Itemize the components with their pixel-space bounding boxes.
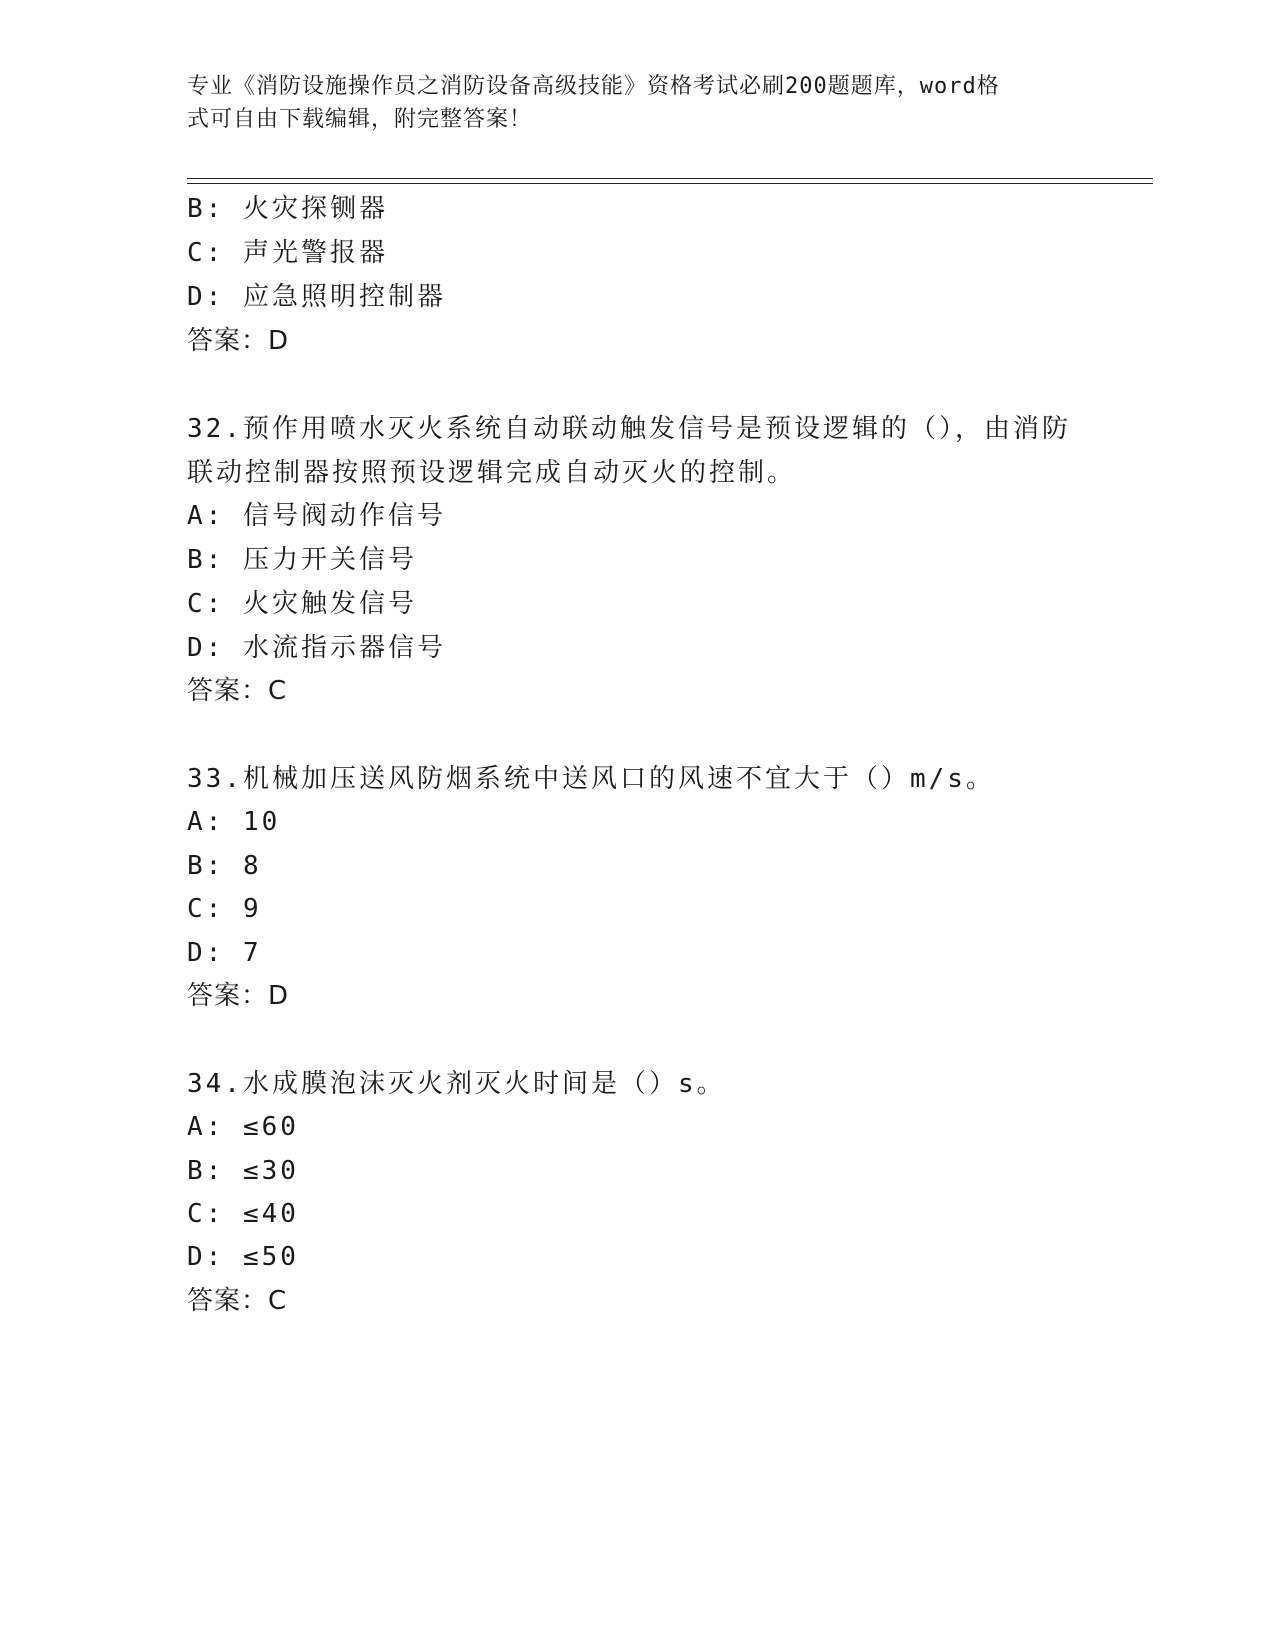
header-line-1: 专业《消防设施操作员之消防设备高级技能》资格考试必刷200题题库，word格 bbox=[187, 74, 1000, 99]
question-stem: 34.水成膜泡沫灭火剂灭火时间是（）s。 bbox=[187, 1069, 726, 1099]
option-c: C: 9 bbox=[187, 894, 262, 924]
option-c: C: ≤40 bbox=[187, 1199, 299, 1229]
header-divider-bottom bbox=[187, 183, 1153, 184]
answer: 答案：D bbox=[187, 981, 290, 1011]
answer: 答案：C bbox=[187, 1286, 288, 1316]
option-b: B: ≤30 bbox=[187, 1156, 299, 1186]
option-c: C: 声光警报器 bbox=[187, 238, 388, 268]
option-b: B: 火灾探铡器 bbox=[187, 194, 388, 224]
question-stem: 32.预作用喷水灭火系统自动联动触发信号是预设逻辑的（），由消防 bbox=[187, 414, 1071, 444]
header-divider-top bbox=[187, 178, 1153, 179]
option-b: B: 8 bbox=[187, 851, 262, 881]
question-stem: 33.机械加压送风防烟系统中送风口的风速不宜大于（）m/s。 bbox=[187, 764, 995, 794]
option-d: D: 应急照明控制器 bbox=[187, 282, 446, 312]
option-a: A: 信号阀动作信号 bbox=[187, 501, 446, 531]
document-header bbox=[187, 70, 1087, 136]
option-a: A: ≤60 bbox=[187, 1112, 299, 1142]
option-c: C: 火灾触发信号 bbox=[187, 589, 417, 619]
answer: 答案：C bbox=[187, 676, 288, 706]
option-b: B: 压力开关信号 bbox=[187, 545, 417, 575]
option-d: D: 7 bbox=[187, 938, 262, 968]
option-d: D: 水流指示器信号 bbox=[187, 633, 446, 663]
question-stem-continued: 联动控制器按照预设逻辑完成自动灭火的控制。 bbox=[187, 458, 797, 488]
answer: 答案：D bbox=[187, 326, 290, 356]
option-a: A: 10 bbox=[187, 807, 281, 837]
option-d: D: ≤50 bbox=[187, 1242, 299, 1272]
header-line-2: 式可自由下载编辑，附完整答案！ bbox=[187, 107, 533, 132]
